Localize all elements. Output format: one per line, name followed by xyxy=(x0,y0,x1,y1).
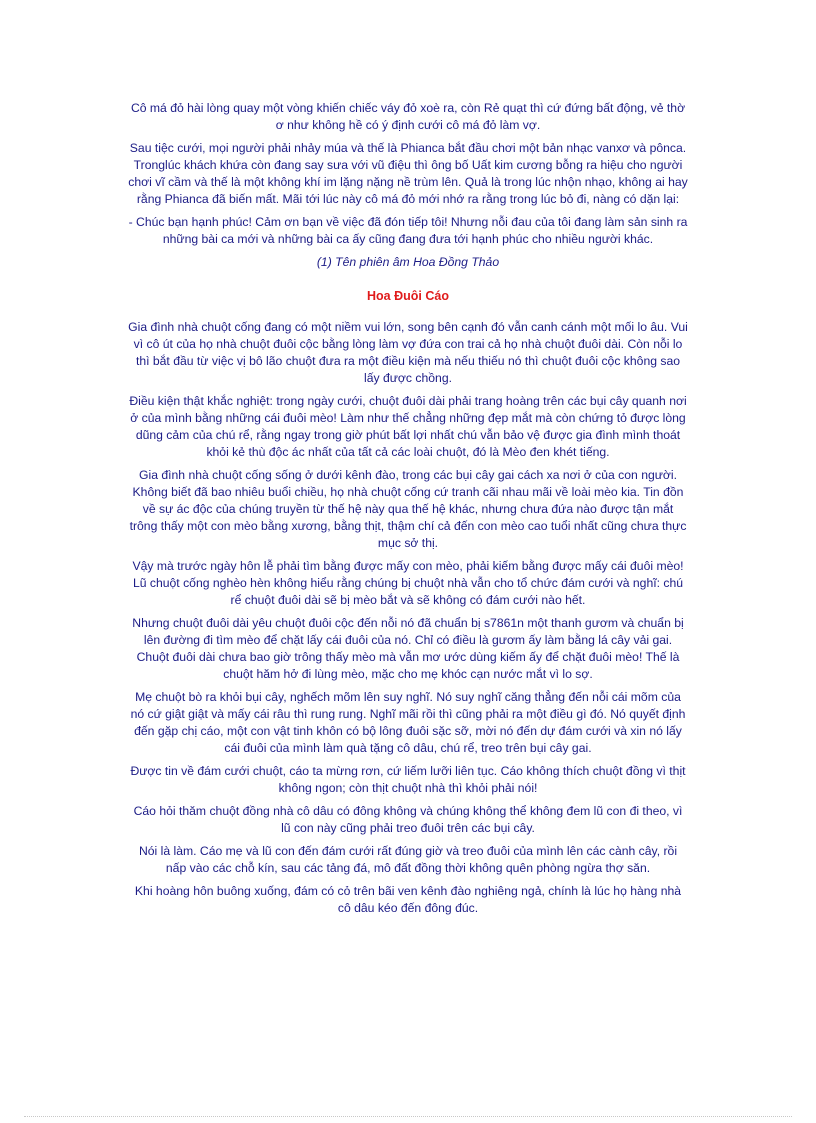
intro-paragraph-2: Sau tiệc cưới, mọi người phải nhảy múa và thế là Phianca bắt đầu chơi một bản nhạc vanxơ và pônca. Tronglúc khách khứa còn đang say sưa với vũ điệu thì ông bố Uất kim cương bỗng ra hiệu cho người chơi vĩ cầm và thế là một không khí im lặng nặng nề trùm lên. Quả là trong lúc nhộn nhạo, không ai hay rằng Phianca đã biến mất. Mãi tới lúc này cô má đỏ mới nhớ ra rằng trong lúc bỏ đi, nàng có dặn lại: xyxy=(128,141,688,206)
story-paragraph-7: Được tin về đám cưới chuột, cáo ta mừng rơn, cứ liếm lưỡi liên tục. Cáo không thích chuột đồng vì thịt không ngon; còn thịt chuột nhà thì khỏi phải nói! xyxy=(130,764,686,795)
story-paragraph-2: Điều kiện thật khắc nghiệt: trong ngày cưới, chuột đuôi dài phải trang hoàng trên các bụi cây quanh nơi ở của mình bằng những cái đuôi mèo! Làm như thế chẳng những đẹp mắt mà còn chứng tỏ được lòng dũng cảm của chú rể, rằng ngay trong giờ phút bất lợi nhất chú vẫn bảo vệ được gia đình mình thoát khỏi kẻ thù độc ác nhất của tất cả các loài chuột, đó là Mèo đen khét tiếng. xyxy=(129,394,687,459)
story-paragraph-4: Vậy mà trước ngày hôn lễ phải tìm bằng được mấy con mèo, phải kiếm bằng được mấy cái đuôi mèo! Lũ chuột cống nghèo hèn không hiểu rằng chúng bị chuột nhà vẫn cho tổ chức đám cưới và nghĩ: chú rể chuột đuôi dài sẽ bị mèo bắt và sẽ không có đám cưới nào hết. xyxy=(132,559,684,607)
intro-paragraph-3: - Chúc bạn hạnh phúc! Cảm ơn bạn về việc đã đón tiếp tôi! Nhưng nỗi đau của tôi đang làm sản sinh ra những bài ca mới và những bài ca ấy cũng đang đưa tới hạnh phúc cho nhiều người khác. xyxy=(128,215,688,246)
story-paragraph-9: Nói là làm. Cáo mẹ và lũ con đến đám cưới rất đúng giờ và treo đuôi của mình lên các cành cây, rồi nấp vào các chỗ kín, sau các tảng đá, mô đất đồng thời không quên phòng ngừa thợ săn. xyxy=(138,844,678,875)
intro-paragraph-1: Cô má đỏ hài lòng quay một vòng khiến chiếc váy đỏ xoè ra, còn Rẻ quạt thì cứ đứng bất động, vẻ thờ ơ như không hề có ý định cưới cô má đỏ làm vợ. xyxy=(130,101,686,132)
footnote: (1) Tên phiên âm Hoa Đồng Thảo xyxy=(316,255,500,269)
story-paragraph-5: Nhưng chuột đuôi dài yêu chuột đuôi cộc đến nỗi nó đã chuẩn bị s7861n một thanh gươm và chuẩn bị lên đường đi tìm mèo để chặt lấy cái đuôi của nó. Chỉ có điều là gươm ấy làm bằng lá cây vải gai. Chuột đuôi dài chưa bao giờ trông thấy mèo mà vẫn mơ ước dùng kiếm ấy để chặt đuôi mèo! Thế là chuột hăm hở đi lùng mèo, mặc cho mẹ khóc cạn nước mắt vì lo sợ. xyxy=(132,616,684,681)
story-paragraph-3: Gia đình nhà chuột cống sống ở dưới kênh đào, trong các bụi cây gai cách xa nơi ở của con người. Không biết đã bao nhiêu buổi chiều, họ nhà chuột cống cứ tranh cãi nhau mãi về loài mèo kia. Tin đồn về sự ác độc của chúng truyền từ thế hệ này qua thế hệ khác, nhưng chưa đứa nào được tận mắt trông thấy một con mèo bằng xương, bằng thịt, thậm chí cả đến con mèo cao tuổi nhất cũng chưa thực mục sở thị. xyxy=(129,468,687,550)
story-paragraph-6: Mẹ chuột bò ra khỏi bụi cây, nghếch mõm lên suy nghĩ. Nó suy nghĩ căng thẳng đến nỗi cái mõm của nó cứ giật giật và mấy cái râu thì rung rung. Nghĩ mãi rồi thì cũng phải ra một điều gì đó. Nó quyết định đến gặp chị cáo, một con vật tinh khôn có bộ lông đuôi sặc sỡ, mời nó đến dự đám cưới và xin nó lấy cái đuôi của mình làm quà tặng cô dâu, chú rể, treo trên bụi cây gai. xyxy=(130,690,686,755)
page-bottom-divider xyxy=(24,1116,792,1117)
story-paragraph-8: Cáo hỏi thăm chuột đồng nhà cô dâu có đông không và chúng không thể không đem lũ con đi theo, vì lũ con này cũng phải treo đuôi trên các bụi cây. xyxy=(133,804,683,835)
story-title: Hoa Đuôi Cáo xyxy=(367,289,449,303)
document-page xyxy=(128,100,688,923)
story-paragraph-10: Khi hoàng hôn buông xuống, đám có cỏ trên bãi ven kênh đào nghiêng ngả, chính là lúc họ hàng nhà cô dâu kéo đến đông đúc. xyxy=(134,884,682,915)
story-paragraph-1: Gia đình nhà chuột cống đang có một niềm vui lớn, song bên cạnh đó vẫn canh cánh một mối lo âu. Vui vì cô út của họ nhà chuột đuôi cộc bằng lòng làm vợ đứa con trai cả họ nhà chuột đuôi dài. Còn nỗi lo thì bắt đầu từ việc vị bô lão chuột đưa ra một điều kiện mà nếu thiếu nó thì chuột đuôi cộc không sao lấy được chồng. xyxy=(128,320,688,385)
